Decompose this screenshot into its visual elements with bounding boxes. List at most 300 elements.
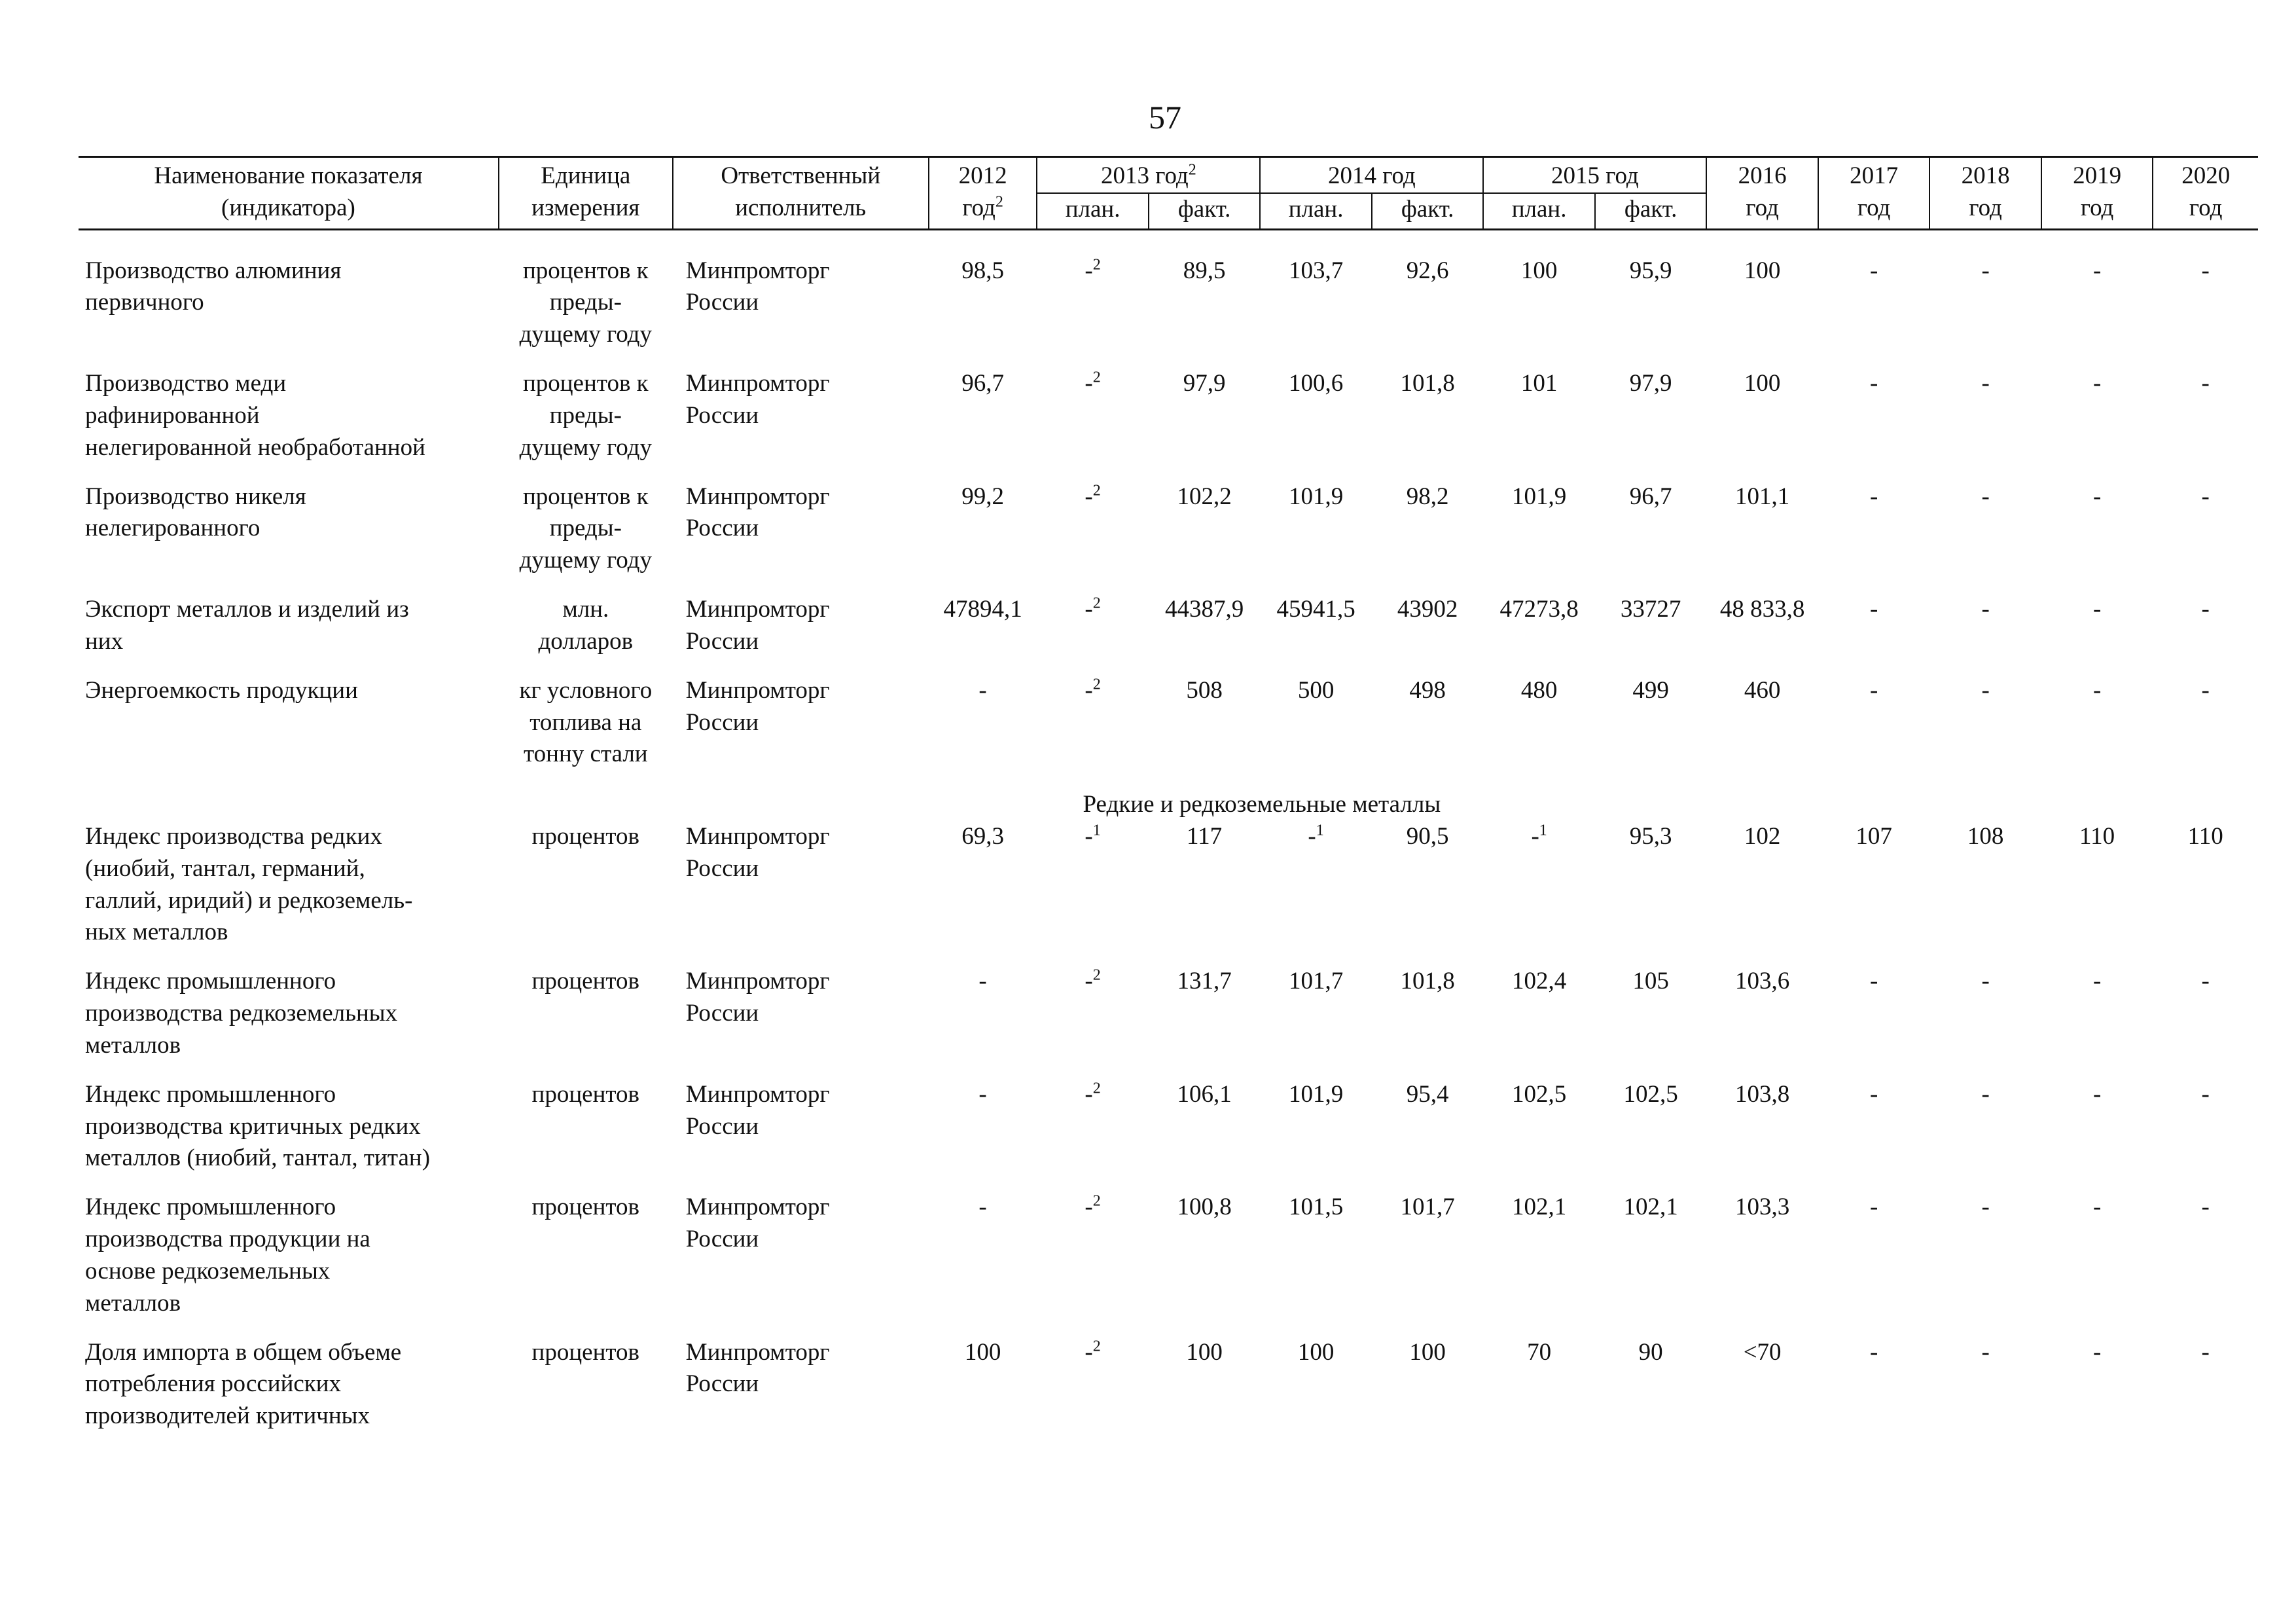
unit-of-measure-line: процентов bbox=[531, 1194, 640, 1221]
cell-value: - bbox=[2092, 257, 2102, 284]
cell-value: 90,5 bbox=[1406, 822, 1449, 850]
cell-value: 117 bbox=[1187, 822, 1223, 850]
cell-value: 110 bbox=[2079, 822, 2115, 850]
responsible-executor bbox=[673, 479, 929, 591]
value-v2017 bbox=[1818, 672, 1930, 785]
value-f2015 bbox=[1595, 1076, 1707, 1189]
indicator-name-line: нелегированной необработанной bbox=[85, 433, 425, 461]
value-v2018 bbox=[1929, 253, 2041, 365]
value-f2014 bbox=[1372, 1334, 1484, 1447]
page-number: 57 bbox=[1149, 99, 1181, 136]
cell-value: - bbox=[2201, 596, 2210, 623]
cell-value: - bbox=[2092, 676, 2102, 704]
value-v2018 bbox=[1929, 1189, 2041, 1334]
value-v2018 bbox=[1929, 1334, 2041, 1447]
value-f2015 bbox=[1595, 591, 1707, 672]
cell-value: - bbox=[1869, 257, 1878, 284]
unit-of-measure-line: долларов bbox=[538, 627, 634, 655]
indicator-name-line: (ниобий, тантал, германий, bbox=[85, 854, 365, 882]
value-v2012 bbox=[929, 818, 1037, 963]
table-row bbox=[79, 672, 2258, 785]
value-p2014 bbox=[1260, 963, 1372, 1076]
indicator-name-line: ных металлов bbox=[85, 919, 228, 946]
responsible-executor bbox=[673, 818, 929, 963]
value-f2013 bbox=[1149, 818, 1261, 963]
value-v2017 bbox=[1818, 365, 1930, 478]
table-row bbox=[79, 818, 2258, 963]
unit-of-measure-line: кг условного bbox=[519, 676, 653, 704]
value-f2014 bbox=[1372, 818, 1484, 963]
cell-value: 97,9 bbox=[1629, 370, 1672, 397]
value-v2020 bbox=[2153, 479, 2258, 591]
cell-value: - bbox=[1531, 822, 1539, 850]
cell-value: - bbox=[978, 1080, 987, 1108]
value-p2015 bbox=[1483, 1076, 1595, 1189]
cell-value: 45941,5 bbox=[1276, 596, 1355, 623]
cell-value: - bbox=[2092, 1338, 2102, 1366]
cell-value: - bbox=[1869, 1194, 1878, 1221]
responsible-executor bbox=[673, 253, 929, 365]
cell-value: 103,6 bbox=[1735, 968, 1790, 995]
indicators-table bbox=[79, 156, 2258, 1447]
cell-value: - bbox=[2092, 968, 2102, 995]
responsible-executor-line: Минпромторг bbox=[685, 1338, 830, 1366]
value-v2019 bbox=[2041, 1189, 2153, 1334]
header-2015-fact: факт. bbox=[1595, 193, 1707, 229]
responsible-executor-line: России bbox=[685, 1226, 759, 1253]
cell-value: 101,5 bbox=[1288, 1194, 1344, 1221]
cell-value: - bbox=[1085, 1194, 1093, 1221]
cell-value: 98,2 bbox=[1406, 483, 1449, 510]
header-unit-line1: Единица bbox=[541, 162, 631, 189]
value-p2015 bbox=[1483, 1334, 1595, 1447]
cell-value: 103,3 bbox=[1735, 1194, 1790, 1221]
value-v2020 bbox=[2153, 253, 2258, 365]
responsible-executor-line: Минпромторг bbox=[685, 822, 830, 850]
cell-value: - bbox=[1085, 676, 1093, 704]
section-spacer bbox=[1595, 785, 2258, 818]
value-m2013 bbox=[1037, 591, 1149, 672]
header-2013-plan: план. bbox=[1037, 193, 1149, 229]
cell-value: - bbox=[2092, 370, 2102, 397]
indicator-name-line: металлов bbox=[85, 1031, 181, 1059]
table-row bbox=[79, 365, 2258, 478]
header-name bbox=[79, 157, 499, 230]
responsible-executor bbox=[673, 672, 929, 785]
cell-value: 102 bbox=[1744, 822, 1781, 850]
value-v2012 bbox=[929, 1076, 1037, 1189]
footnote-mark: 2 bbox=[1092, 966, 1101, 984]
cell-value: - bbox=[1869, 1080, 1878, 1108]
unit-of-measure-line: процентов к bbox=[522, 370, 649, 397]
value-v2017 bbox=[1818, 591, 1930, 672]
unit-of-measure bbox=[499, 479, 673, 591]
indicator-name-line: Доля импорта в общем объеме bbox=[85, 1338, 402, 1366]
header-2012-footnote: 2 bbox=[995, 193, 1003, 211]
cell-value: 108 bbox=[1967, 822, 2004, 850]
table-row bbox=[79, 963, 2258, 1076]
responsible-executor bbox=[673, 591, 929, 672]
cell-value: 100 bbox=[1297, 1338, 1335, 1366]
responsible-executor bbox=[673, 963, 929, 1076]
value-v2017 bbox=[1818, 1189, 1930, 1334]
value-v2019 bbox=[2041, 818, 2153, 963]
cell-value: - bbox=[1869, 1338, 1878, 1366]
responsible-executor-line: Минпромторг bbox=[685, 968, 830, 995]
cell-value: - bbox=[1981, 257, 1990, 284]
value-f2014 bbox=[1372, 672, 1484, 785]
value-v2017 bbox=[1818, 818, 1930, 963]
responsible-executor-line: России bbox=[685, 1370, 759, 1398]
value-v2018 bbox=[1929, 365, 2041, 478]
value-v2018 bbox=[1929, 672, 2041, 785]
table-row bbox=[79, 479, 2258, 591]
cell-value: 100 bbox=[1409, 1338, 1446, 1366]
header-2016-god: год bbox=[1746, 194, 1779, 221]
cell-value: 44387,9 bbox=[1164, 596, 1244, 623]
cell-value: - bbox=[978, 676, 987, 704]
cell-value: 95,4 bbox=[1406, 1080, 1449, 1108]
value-v2016 bbox=[1706, 963, 1818, 1076]
value-f2013 bbox=[1149, 591, 1261, 672]
unit-of-measure bbox=[499, 591, 673, 672]
cell-value: - bbox=[1869, 370, 1878, 397]
unit-of-measure-line: млн. bbox=[562, 596, 609, 623]
cell-value: - bbox=[1085, 370, 1093, 397]
cell-value: 103,7 bbox=[1288, 257, 1344, 284]
value-v2012 bbox=[929, 479, 1037, 591]
header-2014 bbox=[1260, 157, 1483, 193]
value-v2016 bbox=[1706, 1189, 1818, 1334]
value-v2016 bbox=[1706, 1076, 1818, 1189]
value-f2014 bbox=[1372, 963, 1484, 1076]
header-2015 bbox=[1483, 157, 1706, 193]
spacer-row bbox=[79, 229, 2258, 253]
indicator-name-line: производителей критичных bbox=[85, 1402, 370, 1430]
value-v2019 bbox=[2041, 1076, 2153, 1189]
indicator-name bbox=[79, 253, 499, 365]
indicator-name-line: Индекс промышленного bbox=[85, 968, 336, 995]
value-v2012 bbox=[929, 591, 1037, 672]
value-v2020 bbox=[2153, 1189, 2258, 1334]
value-v2020 bbox=[2153, 818, 2258, 963]
indicator-name-line: производства критичных редких bbox=[85, 1112, 421, 1140]
value-v2017 bbox=[1818, 1334, 1930, 1447]
cell-value: 47273,8 bbox=[1499, 596, 1579, 623]
cell-value: 98,5 bbox=[961, 257, 1004, 284]
value-v2019 bbox=[2041, 1334, 2153, 1447]
responsible-executor-line: Минпромторг bbox=[685, 257, 830, 284]
cell-value: 95,9 bbox=[1629, 257, 1672, 284]
value-f2014 bbox=[1372, 1076, 1484, 1189]
cell-value: - bbox=[1869, 483, 1878, 510]
indicator-name-line: Индекс промышленного bbox=[85, 1080, 336, 1108]
header-name-line1: Наименование показателя bbox=[154, 162, 423, 189]
value-v2018 bbox=[1929, 1076, 2041, 1189]
value-v2020 bbox=[2153, 365, 2258, 478]
cell-value: 70 bbox=[1527, 1338, 1552, 1366]
cell-value: 102,1 bbox=[1511, 1194, 1567, 1221]
cell-value: - bbox=[2201, 1080, 2210, 1108]
value-p2015 bbox=[1483, 479, 1595, 591]
cell-value: 101,9 bbox=[1288, 483, 1344, 510]
cell-value: 100 bbox=[1744, 370, 1781, 397]
cell-value: 90 bbox=[1638, 1338, 1663, 1366]
value-f2014 bbox=[1372, 479, 1484, 591]
value-p2015 bbox=[1483, 818, 1595, 963]
indicator-name-line: Экспорт металлов и изделий из bbox=[85, 596, 409, 623]
value-f2015 bbox=[1595, 963, 1707, 1076]
responsible-executor-line: России bbox=[685, 515, 759, 542]
section-title: Редкие и редкоземельные металлы bbox=[1083, 791, 1441, 818]
header-2020-god: год bbox=[2189, 194, 2223, 221]
cell-value: 102,2 bbox=[1177, 483, 1232, 510]
unit-of-measure-line: процентов bbox=[531, 968, 640, 995]
cell-value: - bbox=[1085, 596, 1093, 623]
cell-value: - bbox=[978, 1194, 987, 1221]
cell-value: 95,3 bbox=[1629, 822, 1672, 850]
value-m2013 bbox=[1037, 818, 1149, 963]
responsible-executor-line: Минпромторг bbox=[685, 1080, 830, 1108]
header-2012-line2: год bbox=[962, 194, 996, 221]
indicator-name-line: Производство меди bbox=[85, 370, 287, 397]
header-2019 bbox=[2041, 157, 2153, 230]
cell-value: 500 bbox=[1297, 676, 1335, 704]
cell-value: 101,8 bbox=[1400, 968, 1455, 995]
responsible-executor-line: Минпромторг bbox=[685, 676, 830, 704]
value-v2020 bbox=[2153, 1334, 2258, 1447]
unit-of-measure-line: процентов bbox=[531, 1080, 640, 1108]
cell-value: 96,7 bbox=[1629, 483, 1672, 510]
cell-value: 102,4 bbox=[1511, 968, 1567, 995]
indicator-name bbox=[79, 963, 499, 1076]
indicator-name bbox=[79, 1076, 499, 1189]
cell-value: 100 bbox=[964, 1338, 1001, 1366]
indicator-name-line: них bbox=[85, 627, 124, 655]
value-f2013 bbox=[1149, 672, 1261, 785]
value-v2016 bbox=[1706, 818, 1818, 963]
value-v2019 bbox=[2041, 365, 2153, 478]
unit-of-measure bbox=[499, 1189, 673, 1334]
value-m2013 bbox=[1037, 1189, 1149, 1334]
cell-value: - bbox=[2201, 370, 2210, 397]
header-2013-label: 2013 год bbox=[1100, 162, 1189, 189]
value-p2015 bbox=[1483, 963, 1595, 1076]
cell-value: 99,2 bbox=[961, 483, 1004, 510]
cell-value: - bbox=[1981, 370, 1990, 397]
table-body bbox=[79, 229, 2258, 1447]
value-v2016 bbox=[1706, 365, 1818, 478]
value-v2019 bbox=[2041, 591, 2153, 672]
cell-value: 97,9 bbox=[1183, 370, 1226, 397]
value-v2017 bbox=[1818, 1076, 1930, 1189]
section-header-row bbox=[79, 785, 2258, 818]
value-f2013 bbox=[1149, 365, 1261, 478]
responsible-executor-line: Минпромторг bbox=[685, 483, 830, 510]
cell-value: 460 bbox=[1744, 676, 1781, 704]
cell-value: 102,5 bbox=[1511, 1080, 1567, 1108]
cell-value: <70 bbox=[1743, 1338, 1782, 1366]
value-v2012 bbox=[929, 1189, 1037, 1334]
cell-value: - bbox=[1981, 676, 1990, 704]
cell-value: 101,9 bbox=[1288, 1080, 1344, 1108]
cell-value: - bbox=[2092, 1080, 2102, 1108]
cell-value: 47894,1 bbox=[943, 596, 1022, 623]
value-p2014 bbox=[1260, 1334, 1372, 1447]
value-f2013 bbox=[1149, 963, 1261, 1076]
value-p2014 bbox=[1260, 1076, 1372, 1189]
value-f2013 bbox=[1149, 253, 1261, 365]
responsible-executor-line: России bbox=[685, 708, 759, 736]
indicator-name-line: производства продукции на bbox=[85, 1226, 370, 1253]
indicator-name bbox=[79, 591, 499, 672]
cell-value: 33727 bbox=[1620, 596, 1681, 623]
footnote-mark: 2 bbox=[1092, 1338, 1101, 1355]
value-p2014 bbox=[1260, 591, 1372, 672]
unit-of-measure-line: процентов к bbox=[522, 257, 649, 284]
header-unit-line2: измерения bbox=[531, 194, 640, 221]
value-m2013 bbox=[1037, 1334, 1149, 1447]
unit-of-measure-line: преды- bbox=[549, 401, 622, 429]
cell-value: - bbox=[1981, 1338, 1990, 1366]
value-v2018 bbox=[1929, 591, 2041, 672]
indicator-name-line: металлов (ниобий, тантал, титан) bbox=[85, 1144, 431, 1172]
value-v2020 bbox=[2153, 1076, 2258, 1189]
value-v2012 bbox=[929, 672, 1037, 785]
value-m2013 bbox=[1037, 253, 1149, 365]
header-2018-god: год bbox=[1969, 194, 2002, 221]
cell-value: 69,3 bbox=[961, 822, 1004, 850]
header-2019-year: 2019 bbox=[2073, 162, 2122, 189]
value-p2014 bbox=[1260, 365, 1372, 478]
cell-value: - bbox=[1981, 1194, 1990, 1221]
indicator-name-line: Производство никеля bbox=[85, 483, 306, 510]
value-v2016 bbox=[1706, 672, 1818, 785]
value-v2012 bbox=[929, 365, 1037, 478]
responsible-executor bbox=[673, 1189, 929, 1334]
header-2013-fact: факт. bbox=[1149, 193, 1261, 229]
cell-value: 92,6 bbox=[1406, 257, 1449, 284]
indicator-name-line: Энергоемкость продукции bbox=[85, 676, 358, 704]
value-v2016 bbox=[1706, 253, 1818, 365]
unit-of-measure bbox=[499, 963, 673, 1076]
responsible-executor-line: России bbox=[685, 289, 759, 316]
header-2016-year: 2016 bbox=[1738, 162, 1787, 189]
unit-of-measure-line: тонну стали bbox=[524, 740, 648, 768]
indicator-name bbox=[79, 672, 499, 785]
table-row bbox=[79, 1189, 2258, 1334]
responsible-executor-line: Минпромторг bbox=[685, 370, 830, 397]
unit-of-measure-line: преды- bbox=[549, 289, 622, 316]
cell-value: 43902 bbox=[1397, 596, 1458, 623]
cell-value: - bbox=[978, 968, 987, 995]
indicator-name bbox=[79, 479, 499, 591]
cell-value: - bbox=[1085, 483, 1093, 510]
value-m2013 bbox=[1037, 365, 1149, 478]
unit-of-measure-line: преды- bbox=[549, 515, 622, 542]
cell-value: - bbox=[2201, 483, 2210, 510]
table-row bbox=[79, 1076, 2258, 1189]
header-2016 bbox=[1706, 157, 1818, 230]
cell-value: - bbox=[1085, 968, 1093, 995]
value-p2014 bbox=[1260, 253, 1372, 365]
value-v2020 bbox=[2153, 672, 2258, 785]
cell-value: 106,1 bbox=[1177, 1080, 1232, 1108]
value-f2014 bbox=[1372, 253, 1484, 365]
footnote-mark: 2 bbox=[1092, 256, 1101, 274]
cell-value: 508 bbox=[1186, 676, 1223, 704]
header-resp-line2: исполнитель bbox=[735, 194, 867, 221]
indicator-name bbox=[79, 1334, 499, 1447]
value-f2015 bbox=[1595, 365, 1707, 478]
value-f2013 bbox=[1149, 1076, 1261, 1189]
value-f2013 bbox=[1149, 1334, 1261, 1447]
footnote-mark: 2 bbox=[1092, 1192, 1101, 1210]
unit-of-measure-line: процентов bbox=[531, 1338, 640, 1366]
cell-value: - bbox=[1085, 1338, 1093, 1366]
indicator-name-line: Производство алюминия bbox=[85, 257, 342, 284]
cell-value: - bbox=[2092, 596, 2102, 623]
header-2014-fact: факт. bbox=[1372, 193, 1484, 229]
value-m2013 bbox=[1037, 1076, 1149, 1189]
value-f2015 bbox=[1595, 672, 1707, 785]
cell-value: - bbox=[1308, 822, 1316, 850]
value-v2012 bbox=[929, 963, 1037, 1076]
indicator-name-line: производства редкоземельных bbox=[85, 1000, 398, 1027]
value-v2019 bbox=[2041, 253, 2153, 365]
cell-value: - bbox=[2092, 1194, 2102, 1221]
header-2014-plan: план. bbox=[1260, 193, 1372, 229]
value-v2016 bbox=[1706, 1334, 1818, 1447]
cell-value: 101 bbox=[1520, 370, 1558, 397]
unit-of-measure bbox=[499, 253, 673, 365]
cell-value: 480 bbox=[1520, 676, 1558, 704]
unit-of-measure bbox=[499, 1076, 673, 1189]
value-p2014 bbox=[1260, 672, 1372, 785]
value-f2015 bbox=[1595, 1189, 1707, 1334]
unit-of-measure-line: процентов bbox=[531, 822, 640, 850]
cell-value: - bbox=[1869, 968, 1878, 995]
cell-value: 101,8 bbox=[1400, 370, 1455, 397]
cell-value: 102,5 bbox=[1623, 1080, 1678, 1108]
value-v2017 bbox=[1818, 963, 1930, 1076]
footnote-mark: 1 bbox=[1316, 822, 1324, 839]
responsible-executor-line: Минпромторг bbox=[685, 1194, 830, 1221]
cell-value: 498 bbox=[1409, 676, 1446, 704]
header-2017-year: 2017 bbox=[1850, 162, 1899, 189]
cell-value: 107 bbox=[1856, 822, 1892, 850]
header-2017-god: год bbox=[1857, 194, 1891, 221]
value-p2014 bbox=[1260, 479, 1372, 591]
cell-value: - bbox=[2201, 1194, 2210, 1221]
indicator-name bbox=[79, 818, 499, 963]
cell-value: 101,1 bbox=[1735, 483, 1790, 510]
header-2018-year: 2018 bbox=[1961, 162, 2010, 189]
value-f2014 bbox=[1372, 591, 1484, 672]
indicator-name-line: Индекс промышленного bbox=[85, 1194, 336, 1221]
cell-value: 110 bbox=[2187, 822, 2223, 850]
cell-value: 100 bbox=[1744, 257, 1781, 284]
header-2015-label: 2015 год bbox=[1551, 162, 1639, 189]
value-m2013 bbox=[1037, 672, 1149, 785]
cell-value: 101,7 bbox=[1288, 968, 1344, 995]
responsible-executor bbox=[673, 1334, 929, 1447]
value-v2016 bbox=[1706, 591, 1818, 672]
responsible-executor-line: России bbox=[685, 1112, 759, 1140]
indicator-name-line: первичного bbox=[85, 289, 204, 316]
value-v2017 bbox=[1818, 253, 1930, 365]
header-2018 bbox=[1929, 157, 2041, 230]
